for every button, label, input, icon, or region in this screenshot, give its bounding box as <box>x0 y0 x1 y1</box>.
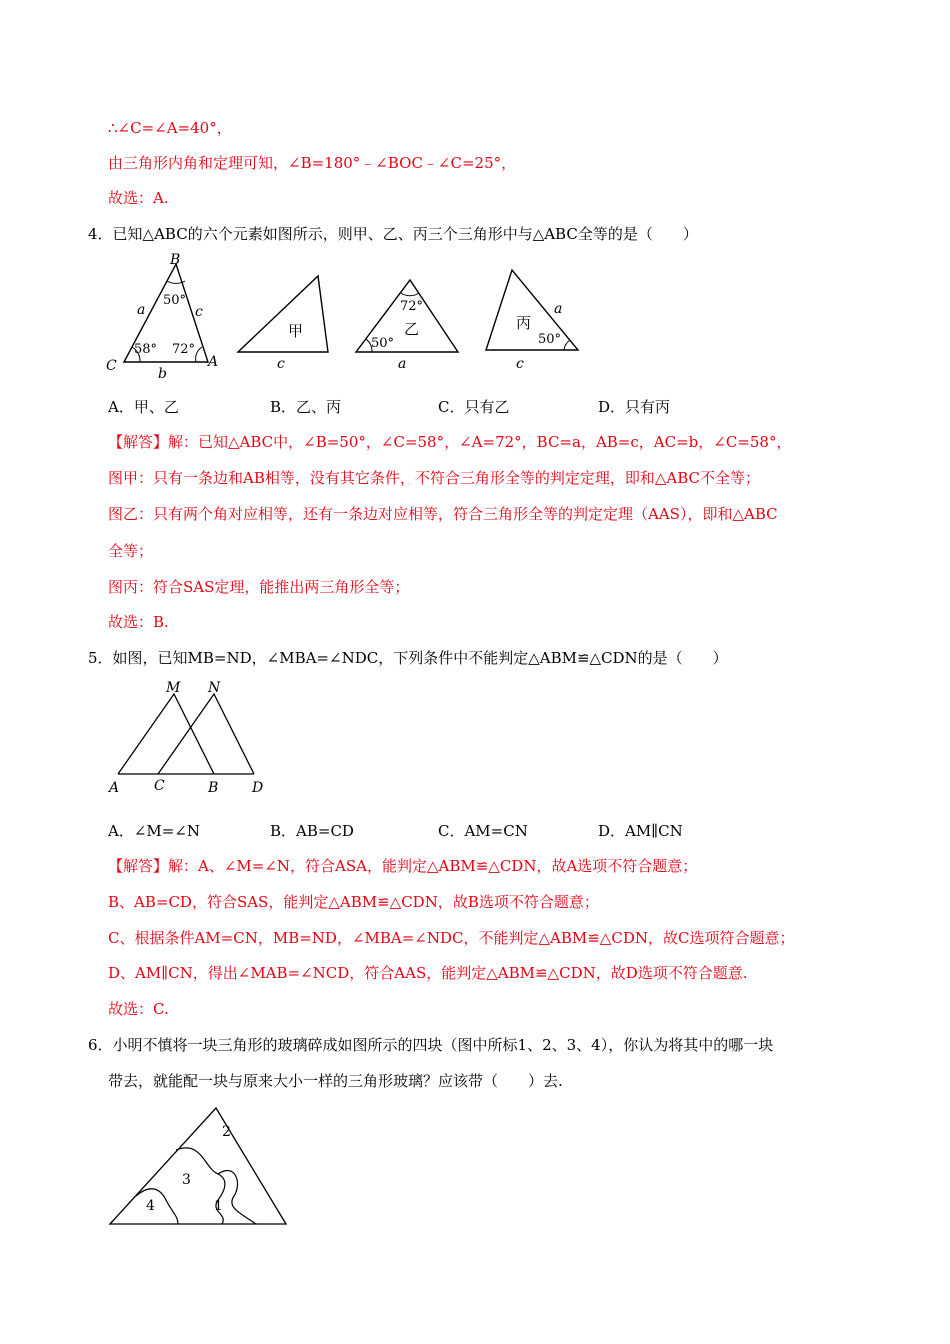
vertex-b-label: B <box>170 252 181 268</box>
q4-stem: 4．已知△ABC的六个元素如图所示，则甲、乙、丙三个三角形中与△ABC全等的是（ ） <box>88 225 698 243</box>
q4-option-d[interactable]: D．只有丙 <box>598 398 671 416</box>
q4-figure-abc <box>104 250 224 380</box>
q4-answer-line-1: 【解答】解：已知△ABC中，∠B=50°，∠C=58°，∠A=72°，BC=a，AB=c，AC=b，∠C=58°， <box>108 433 792 451</box>
q5-figure <box>104 678 274 798</box>
q5-option-d[interactable]: D．AM∥CN <box>598 822 683 840</box>
q6-figure <box>106 1104 290 1230</box>
q5-option-a[interactable]: A．∠M=∠N <box>108 822 201 840</box>
q4-figure-jia <box>236 270 336 370</box>
bing-angle-label: 50° <box>538 332 562 347</box>
bing-side-a-label: a <box>554 301 563 317</box>
angle-a-label: 72° <box>172 342 196 357</box>
q6-stem-line-2: 带去，就能配一块与原来大小一样的三角形玻璃？应该带（ ）去. <box>108 1072 563 1090</box>
q5-option-c[interactable]: C．AM=CN <box>438 822 528 840</box>
piece-3-label: 3 <box>182 1172 191 1188</box>
point-a-label: A <box>109 780 120 796</box>
point-b-label: B <box>208 780 219 796</box>
yi-side-label: a <box>398 356 407 372</box>
q4-answer-line-3: 图乙：只有两个角对应相等，还有一条边对应相等，符合三角形全等的判定定理（AAS），即和△ABC <box>108 505 778 523</box>
bing-side-c-label: c <box>516 356 524 372</box>
point-c-label: C <box>154 778 165 794</box>
q5-answer-line-2: B、AB=CD，符合SAS，能判定△ABM≌△CDN，故B选项不符合题意； <box>108 893 599 911</box>
q4-answer-line-5: 图丙：符合SAS定理，能推出两三角形全等； <box>108 578 410 596</box>
vertex-c-label: C <box>106 358 117 374</box>
point-d-label: D <box>252 780 264 796</box>
side-a-label: a <box>137 302 146 318</box>
angle-b-label: 50° <box>163 293 187 308</box>
q5-answer-line-3: C、根据条件AM=CN，MB=ND，∠MBA=∠NDC，不能判定△ABM≌△CDN，故C选项符合题意； <box>108 929 795 947</box>
yi-angle-1: 72° <box>400 299 424 314</box>
point-n-label: N <box>208 680 221 696</box>
yi-label: 乙 <box>404 320 420 338</box>
vertex-a-label: A <box>208 354 219 370</box>
jia-label: 甲 <box>288 322 304 340</box>
q4-answer-line-4: 全等； <box>108 542 154 560</box>
piece-4-label: 4 <box>146 1198 155 1214</box>
q6-stem-line-1: 6．小明不慎将一块三角形的玻璃碎成如图所示的四块（图中所标1、2、3、4），你认为将其中的哪一块 <box>88 1036 774 1054</box>
point-m-label: M <box>166 680 181 696</box>
q4-option-a[interactable]: A．甲、乙 <box>108 398 179 416</box>
q5-answer-line-5: 故选：C. <box>108 1000 169 1018</box>
q4-option-b[interactable]: B．乙、丙 <box>270 398 342 416</box>
bing-label: 丙 <box>516 314 532 332</box>
prev-solution-line-2: 由三角形内角和定理可知，∠B=180°﹣∠BOC﹣∠C=25°， <box>108 154 517 172</box>
q4-option-c[interactable]: C．只有乙 <box>438 398 510 416</box>
prev-solution-line-3: 故选：A. <box>108 189 169 207</box>
q5-option-b[interactable]: B．AB=CD <box>270 822 354 840</box>
piece-2-label: 2 <box>222 1124 231 1140</box>
q4-answer-line-6: 故选：B. <box>108 613 169 631</box>
side-c-label: c <box>195 304 203 320</box>
side-b-label: b <box>158 366 167 382</box>
piece-1-label: 1 <box>214 1198 223 1214</box>
q5-answer-line-1: 【解答】解：A、∠M=∠N，符合ASA，能判定△ABM≌△CDN，故A选项不符合题意； <box>108 857 698 875</box>
q4-figure-bing <box>484 268 594 374</box>
prev-solution-line-1: ∴∠C=∠A=40°， <box>108 119 232 137</box>
yi-angle-2: 50° <box>371 336 395 351</box>
angle-c-label: 58° <box>134 342 158 357</box>
q4-answer-line-2: 图甲：只有一条边和AB相等，没有其它条件，不符合三角形全等的判定定理，即和△ABC不全等； <box>108 469 761 487</box>
q5-answer-line-4: D、AM∥CN，得出∠MAB=∠NCD，符合AAS，能判定△ABM≌△CDN，故D选项不符合题意. <box>108 964 748 982</box>
q5-stem: 5．如图，已知MB=ND，∠MBA=∠NDC，下列条件中不能判定△ABM≌△CDN的是（ ） <box>88 649 728 667</box>
jia-side-label: c <box>277 356 285 372</box>
q4-figure-yi <box>352 276 462 376</box>
